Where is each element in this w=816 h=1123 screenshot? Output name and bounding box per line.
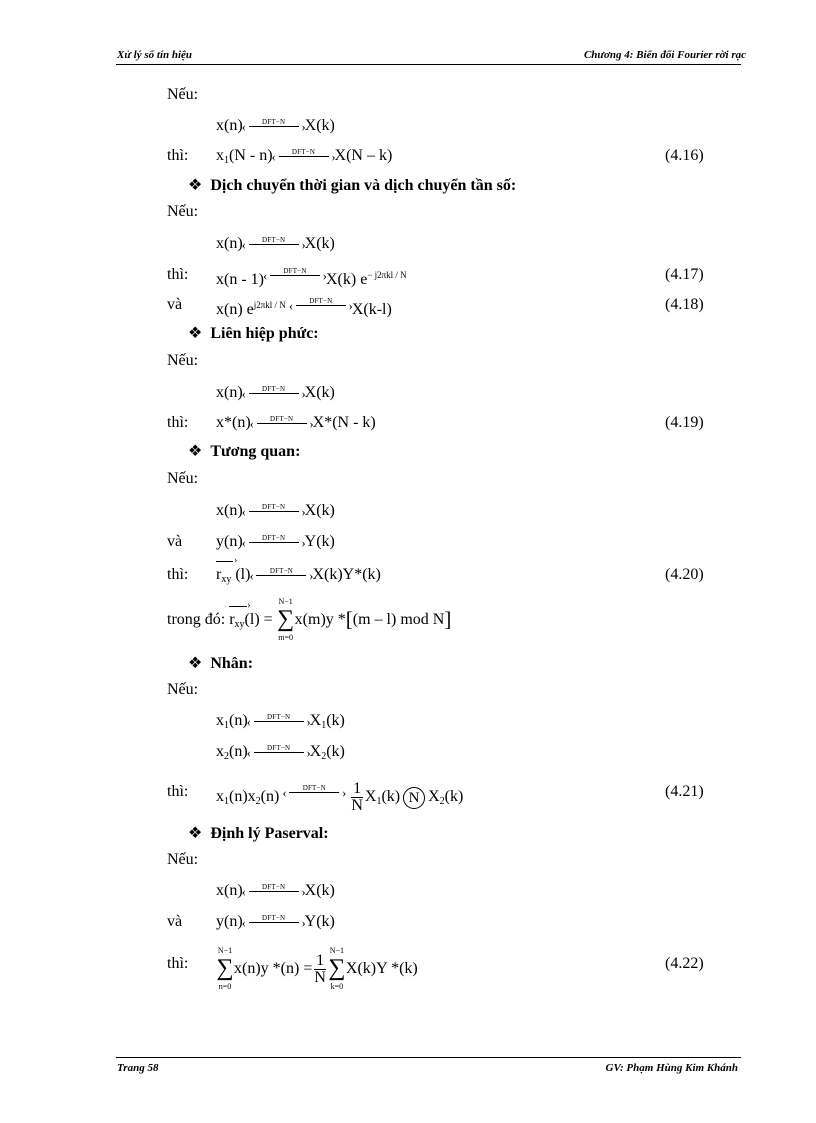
bullet-title: Liên hiệp phức: — [210, 325, 319, 342]
line-pair-8 — [0, 880, 816, 902]
label-neu: Nếu: — [167, 352, 199, 369]
header-left: Xử lý số tín hiệu — [117, 49, 193, 61]
equation-416: $x_1(N - n)$ DFT−N ‹ › X(N – k) — [216, 147, 393, 166]
dft-arrow: DFT−N ‹ › — [241, 503, 306, 519]
pair-expr: x(n) DFT−N ‹ › X(k) — [216, 500, 335, 522]
summation-sign: N−1 ∑ k=0 — [328, 946, 346, 991]
summation-sign: N−1 ∑ m=0 — [277, 597, 295, 642]
line-neu-3 — [0, 350, 816, 372]
header-right: Chương 4: Biến đổi Fourier rời rạc — [583, 49, 746, 61]
dft-arrow: DFT−N ‹ › — [282, 784, 347, 800]
line-eq-418 — [0, 294, 816, 316]
circular-convolution-icon: N — [403, 787, 425, 809]
diamond-bullet-icon: ❖ — [188, 325, 203, 342]
pair-expr: x(n) DFT−N ‹ › X(k) — [216, 233, 335, 255]
equation-number: (4.20) — [665, 566, 704, 583]
label-thi: thì: — [167, 566, 189, 583]
equation-421: $x_1(n)x_2(n)$ DFT−N ‹ › $\frac{1}{N}$ $X_1(k)$ N $X_2(k)$ — [216, 780, 464, 814]
line-pair-6 — [0, 710, 816, 732]
line-pair-3 — [0, 382, 816, 404]
bullet-title: Dịch chuyển thời gian và dịch chuyển tần số: — [210, 177, 517, 194]
line-eq-421 — [0, 780, 816, 814]
line-eq-422 — [0, 946, 816, 991]
pair-expr: x(n) DFT−N ‹ › X(k) — [216, 115, 335, 137]
dft-arrow: DFT−N ‹ › — [271, 148, 336, 164]
line-neu-1 — [0, 84, 816, 106]
label-va: và — [167, 296, 183, 313]
equation-number: (4.22) — [665, 955, 704, 972]
line-eq-419 — [0, 412, 816, 434]
dft-arrow: DFT−N ‹ › — [249, 567, 314, 583]
line-neu-4 — [0, 468, 816, 490]
line-eq-417 — [0, 264, 816, 286]
bullet-conj — [0, 323, 816, 345]
equation-number: (4.19) — [665, 414, 704, 431]
dft-arrow: DFT−N ‹ › — [288, 297, 353, 313]
pair-expr: y(n) DFT−N ‹ › Y(k) — [216, 911, 335, 933]
bullet-title: Tương quan: — [210, 443, 301, 460]
label-thi: thì: — [167, 414, 189, 431]
footer-left: Trang 58 — [117, 1062, 159, 1074]
equation-418: x(n) $e^{j2\pi kl / N}$ DFT−N ‹ › X(k-l) — [216, 294, 392, 321]
label-thi: thì: — [167, 266, 189, 283]
pair-expr: $x_1(n)$ DFT−N ‹ › $X_1(k)$ — [216, 712, 345, 731]
dft-arrow: DFT−N ‹ › — [262, 267, 327, 283]
equation-number: (4.18) — [665, 296, 704, 313]
diamond-bullet-icon: ❖ — [188, 177, 203, 194]
equation-422: N−1 ∑ n=0 x(n)y *(n) = $\frac{1}{N}$ N−1 ∑ k=0 X(k)Y *(k) — [216, 946, 418, 991]
pair-expr: $x_2(n)$ DFT−N ‹ › $X_2(k)$ — [216, 743, 345, 762]
label-neu: Nếu: — [167, 681, 199, 698]
line-pair-2 — [0, 233, 816, 255]
label-va: và — [167, 913, 183, 930]
dft-arrow: DFT−N ‹ › — [249, 415, 314, 431]
bullet-shift — [0, 175, 816, 197]
label-thi: thì: — [167, 147, 189, 164]
label-thi: thì: — [167, 783, 189, 800]
header-rule — [116, 64, 741, 65]
line-eq-420 — [0, 555, 816, 586]
bullet-title: Định lý Paserval: — [210, 825, 329, 842]
equation-number: (4.21) — [665, 783, 704, 800]
label-va: và — [167, 533, 183, 550]
dft-arrow: DFT−N ‹ › — [241, 534, 306, 550]
bullet-title: Nhân: — [210, 655, 254, 672]
pair-expr: x(n) DFT−N ‹ › X(k) — [216, 880, 335, 902]
pair-expr: x(n) DFT−N ‹ › X(k) — [216, 382, 335, 404]
dft-arrow: DFT−N ‹ › — [246, 744, 311, 760]
diamond-bullet-icon: ❖ — [188, 443, 203, 460]
equation-number: (4.17) — [665, 266, 704, 283]
dft-arrow: DFT−N ‹ › — [241, 385, 306, 401]
label-neu: Nếu: — [167, 86, 199, 103]
label-thi: thì: — [167, 955, 189, 972]
line-pair-4 — [0, 500, 816, 522]
diamond-bullet-icon: ❖ — [188, 825, 203, 842]
bullet-mult — [0, 653, 816, 675]
line-neu-5 — [0, 679, 816, 701]
line-neu-6 — [0, 849, 816, 871]
line-eq-416 — [0, 145, 816, 167]
fraction: $\frac{1}{N}$ — [314, 952, 326, 986]
label-neu: Nếu: — [167, 851, 199, 868]
line-trong-do — [0, 597, 816, 642]
label-neu: Nếu: — [167, 470, 199, 487]
dft-arrow: DFT−N ‹ › — [241, 883, 306, 899]
equation-417: x(n - 1) DFT−N ‹ › X(k) $e^{- j2\pi kl / N}$ — [216, 264, 407, 291]
line-pair-9 — [0, 911, 816, 933]
label-neu: Nếu: — [167, 203, 199, 220]
line-pair-7 — [0, 741, 816, 763]
pair-expr: y(n) DFT−N ‹ › Y(k) — [216, 531, 335, 553]
summation-sign: N−1 ∑ n=0 — [216, 946, 234, 991]
bullet-corr — [0, 441, 816, 463]
equation-420: $r_{xy}$ › (l) DFT−N ‹ › X(k)Y*(k) — [216, 555, 381, 585]
footer-rule — [116, 1057, 741, 1058]
line-pair-1 — [0, 115, 816, 137]
fraction: $\frac{1}{N}$ — [351, 780, 363, 814]
footer-right: GV: Phạm Hùng Kim Khánh — [605, 1062, 738, 1074]
diamond-bullet-icon: ❖ — [188, 655, 203, 672]
correlation-definition: trong đó: $r_{xy}$ › (l) = N−1 ∑ m=0 x(m)y *[(m – l) mod N] — [167, 597, 452, 642]
equation-number: (4.16) — [665, 147, 704, 164]
dft-arrow: DFT−N ‹ › — [241, 914, 306, 930]
dft-arrow: DFT−N ‹ › — [241, 118, 306, 134]
equation-419: x*(n) DFT−N ‹ › X*(N - k) — [216, 412, 376, 434]
bullet-parseval — [0, 823, 816, 845]
line-neu-2 — [0, 201, 816, 223]
dft-arrow: DFT−N ‹ › — [246, 713, 311, 729]
dft-arrow: DFT−N ‹ › — [241, 236, 306, 252]
line-pair-5 — [0, 531, 816, 553]
